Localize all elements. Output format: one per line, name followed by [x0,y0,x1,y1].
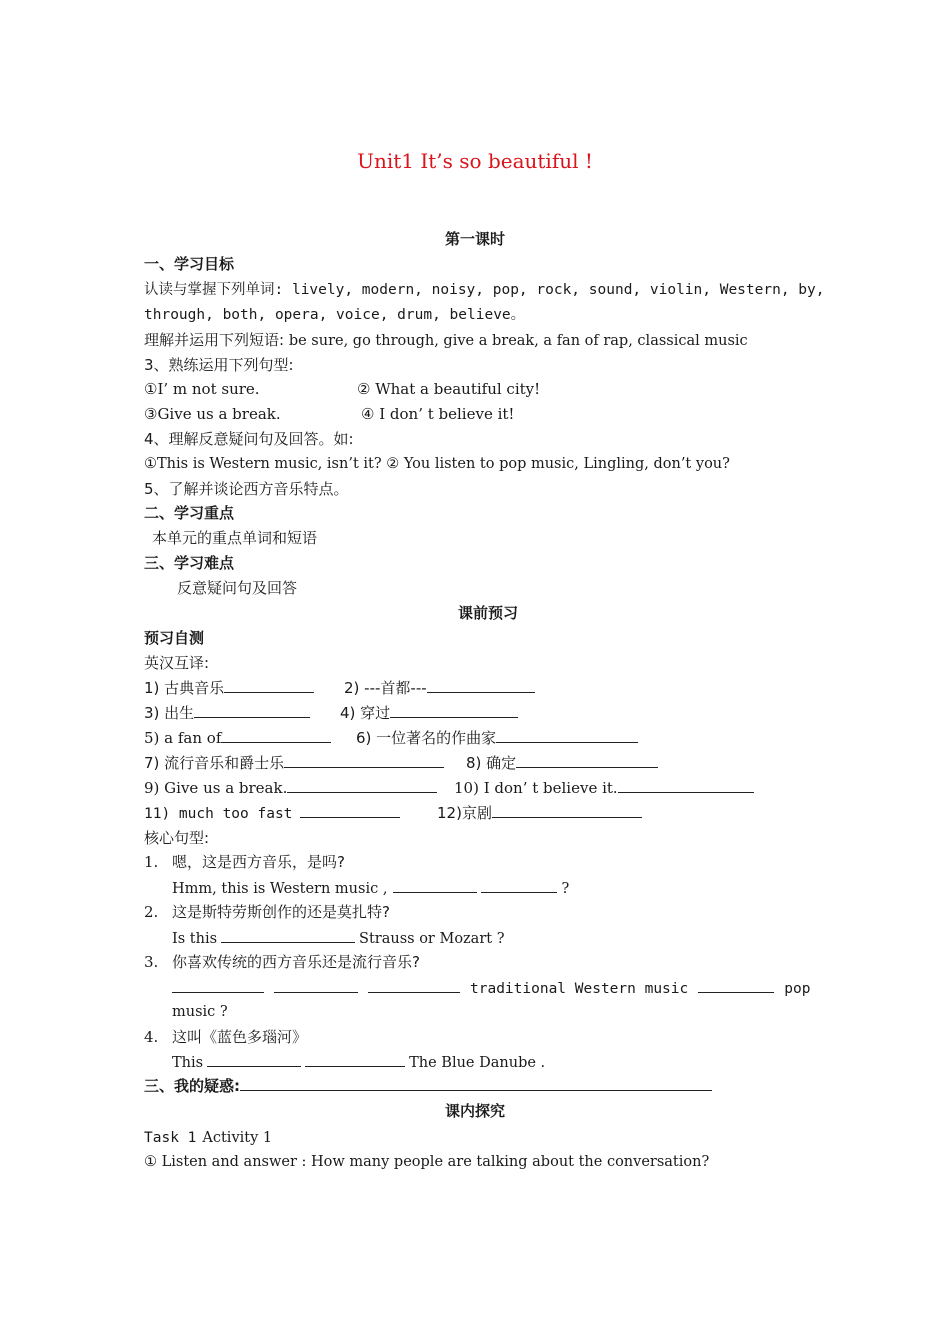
core-1-english-end: ? [561,881,570,897]
sentence-2: ② What a beautiful city! [357,380,541,398]
objective-western-music: 5、了解并谈论西方音乐特点。 [144,480,349,498]
core-2-english [172,928,504,949]
core-4-blank-1[interactable] [207,1052,301,1067]
core-3-blank-1[interactable] [172,978,264,993]
sentence-4: ④ I don’ t believe it! [361,405,515,423]
activity-label: Activity 1 [202,1130,273,1146]
item-5 [144,728,331,748]
item-1-label: 1) 古典音乐 [144,679,225,697]
core-3-english [172,978,810,999]
item-3-blank[interactable] [194,703,310,718]
item-11-blank[interactable] [300,803,400,818]
core-4-chinese: 这叫《蓝色多瑙河》 [172,1028,308,1046]
item-9-blank[interactable] [287,778,437,793]
translate-label: 英汉互译: [144,654,210,672]
core-2-english-end: Strauss or Mozart ? [359,931,505,947]
objective-phrases-label: 理解并运用下列短语: [144,331,289,349]
tag-question-examples: ①This is Western music, isn’t it? ② You listen to pop music, Lingling, don’t you? [144,456,730,472]
core-1-chinese: 嗯，这是西方音乐，是吗? [172,853,345,871]
sentence-3: ③Give us a break. [144,405,281,423]
section-difficulty-content: 反意疑问句及回答 [177,579,298,597]
preview-heading: 课前预习 [458,604,519,622]
item-9-label: 9) Give us a break. [144,779,288,797]
item-2-label: 2) ---首都--- [344,679,427,697]
item-7-label: 7) 流行音乐和爵士乐 [144,754,285,772]
doubt-row [144,1076,712,1096]
objective-sentences-heading: 3、熟练运用下列句型: [144,356,294,374]
objective-words-line1: 认读与掌握下列单词: lively, modern, noisy, pop, rock, sound, violin, Western, by, [144,282,825,298]
core-3-blank-3[interactable] [368,978,460,993]
section-focus-heading: 二、学习重点 [144,504,235,522]
item-8-blank[interactable] [516,753,658,768]
core-3-blank-2[interactable] [274,978,358,993]
item-10-label: 10) I don’ t believe it. [454,779,618,797]
item-1 [144,678,314,698]
item-5-label: 5) a fan of [144,729,222,747]
objective-words-line2: through, both, opera, voice, drum, believe。 [144,307,526,323]
item-11 [144,803,400,824]
core-4-blank-2[interactable] [305,1052,405,1067]
section-objectives-heading: 一、学习目标 [144,255,235,273]
item-12-blank[interactable] [492,803,642,818]
core-3-english-cont: music ? [172,1004,228,1020]
objective-tag-question: 4、理解反意疑问句及回答。如: [144,430,354,448]
core-2-english-text: Is this [172,931,218,947]
doubt-heading: 三、我的疑惑: [144,1077,240,1095]
lesson-heading: 第一课时 [444,230,505,248]
core-sentences-label: 核心句型: [144,829,210,847]
item-3 [144,703,310,723]
item-6 [356,728,638,748]
item-4-label: 4) 穿过 [340,704,391,722]
self-test-heading: 预习自测 [144,629,205,647]
item-6-blank[interactable] [496,728,638,743]
core-1-blank-1[interactable] [393,878,477,893]
core-3-number: 3. [144,953,159,971]
core-4-english-end: The Blue Danube . [409,1055,546,1071]
item-7-blank[interactable] [284,753,444,768]
item-4 [340,703,518,723]
core-3-english-text: traditional Western music [470,981,689,997]
core-3-chinese: 你喜欢传统的西方音乐还是流行音乐? [172,953,420,971]
core-2-chinese: 这是斯特劳斯创作的还是莫扎特? [172,903,390,921]
core-1-english-text: Hmm, this is Western music , [172,881,388,897]
sentence-1: ①I’ m not sure. [144,380,260,398]
item-2-blank[interactable] [427,678,535,693]
item-6-label: 6) 一位著名的作曲家 [356,729,497,747]
item-10 [454,778,754,798]
item-8 [466,753,658,773]
core-2-blank[interactable] [221,928,355,943]
core-3-blank-4[interactable] [698,978,774,993]
listen-question: ① Listen and answer : How many people are talking about the conversation? [144,1154,710,1170]
item-8-label: 8) 确定 [466,754,517,772]
item-9 [144,778,437,798]
doubt-blank[interactable] [240,1076,712,1091]
item-7 [144,753,444,773]
objective-phrases [144,330,748,351]
core-2-number: 2. [144,903,159,921]
section-difficulty-heading: 三、学习难点 [144,554,235,572]
task-label: Task 1 [144,1130,197,1146]
page-title: Unit1 It’s so beautiful ! [357,149,593,173]
item-4-blank[interactable] [390,703,518,718]
core-4-english [172,1052,545,1073]
core-4-english-text: This [172,1055,204,1071]
core-4-number: 4. [144,1028,159,1046]
core-1-english [172,878,569,899]
item-10-blank[interactable] [618,778,754,793]
item-12-label: 12)京剧 [437,804,492,822]
explore-heading: 课内探究 [444,1102,505,1120]
item-11-label: 11) much too fast [144,806,293,822]
core-3-english-pop: pop [784,981,811,997]
section-focus-content: 本单元的重点单词和短语 [152,529,318,547]
item-2 [344,678,535,698]
item-5-blank[interactable] [221,728,331,743]
core-1-number: 1. [144,853,159,871]
objective-phrases-list: be sure, go through, give a break, a fan of rap, classical music [288,333,748,349]
item-3-label: 3) 出生 [144,704,195,722]
core-1-blank-2[interactable] [481,878,557,893]
task-line [144,1127,272,1148]
item-1-blank[interactable] [224,678,314,693]
item-12 [437,803,642,823]
